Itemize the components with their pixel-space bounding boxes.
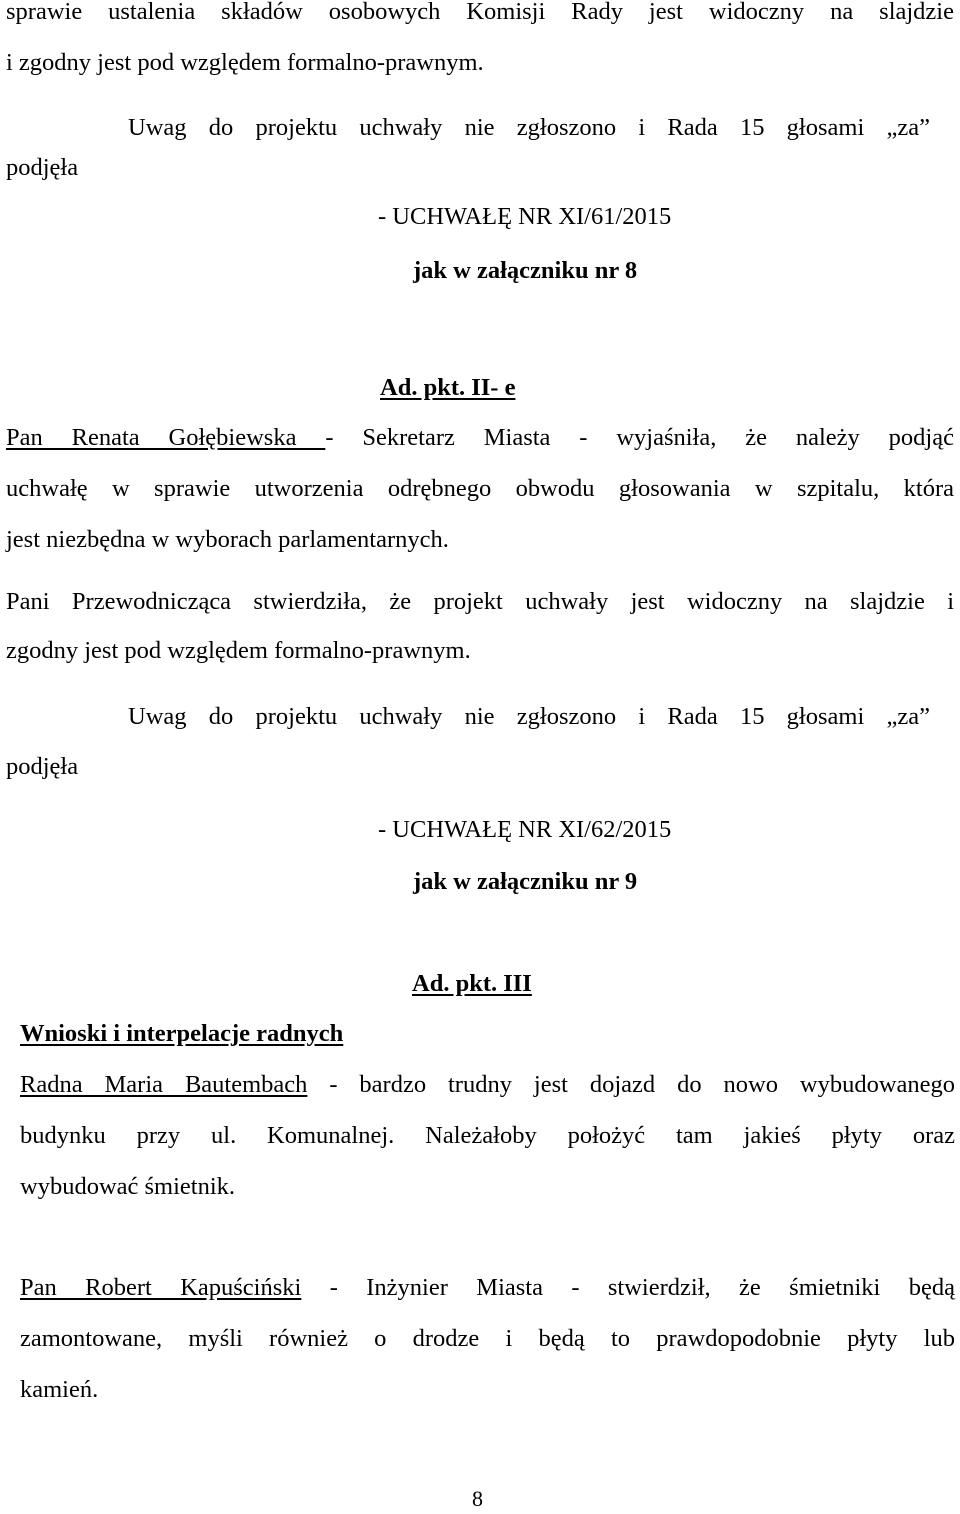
paragraph-line: wybudować śmietnik.: [20, 1173, 236, 1200]
section-subheading: Wnioski i interpelacje radnych: [20, 1020, 344, 1047]
attachment-reference: jak w załączniku nr 8: [413, 257, 638, 284]
resolution-number: - UCHWAŁĘ NR XI/62/2015: [378, 816, 672, 843]
page-number: 8: [472, 1486, 483, 1511]
paragraph-line: uchwałę w sprawie utworzenia odrębnego obwodu głosowania w szpitalu, która: [6, 475, 954, 502]
paragraph-line: jest niezbędna w wyborach parlamentarnych.: [6, 526, 449, 553]
speaker-name: Pan Robert Kapuściński: [20, 1274, 302, 1301]
paragraph-line: kamień.: [20, 1376, 99, 1403]
speaker-name: Radna Maria Bautembach: [20, 1071, 308, 1098]
paragraph-line: Radna Maria Bautembach - bardzo trudny jest dojazd do nowo wybudowanego: [20, 1071, 956, 1098]
paragraph-line: zgodny jest pod względem formalno-prawnym.: [6, 637, 471, 664]
paragraph-line: sprawie ustalenia składów osobowych Komisji Rady jest widoczny na slajdzie: [6, 0, 954, 25]
paragraph-line: Pan Renata Gołębiewska - Sekretarz Miasta - wyjaśniła, że należy podjąć: [6, 424, 954, 451]
vote-verb: podjęła: [6, 753, 79, 780]
vote-text: Uwag do projektu uchwały nie zgłoszono i Rada 15 głosami „za”: [128, 703, 930, 730]
paragraph-line: budynku przy ul. Komunalnej. Należałoby położyć tam jakieś płyty oraz: [20, 1122, 955, 1149]
paragraph-line: Pani Przewodnicząca stwierdziła, że projekt uchwały jest widoczny na slajdzie i: [6, 588, 954, 615]
section-heading: Ad. pkt. III: [412, 970, 532, 997]
resolution-number: - UCHWAŁĘ NR XI/61/2015: [378, 203, 672, 230]
vote-verb: podjęła: [6, 154, 79, 181]
paragraph-line: i zgodny jest pod względem formalno-prawnym.: [6, 49, 484, 76]
speaker-name: Pan Renata Gołębiewska: [6, 424, 326, 451]
attachment-reference: jak w załączniku nr 9: [413, 868, 638, 895]
section-heading: Ad. pkt. II- e: [380, 374, 516, 401]
paragraph-line: Pan Robert Kapuściński - Inżynier Miasta - stwierdził, że śmietniki będą: [20, 1274, 955, 1301]
paragraph-line: zamontowane, myśli również o drodze i będą to prawdopodobnie płyty lub: [20, 1325, 955, 1352]
vote-text: Uwag do projektu uchwały nie zgłoszono i Rada 15 głosami „za”: [128, 114, 930, 141]
